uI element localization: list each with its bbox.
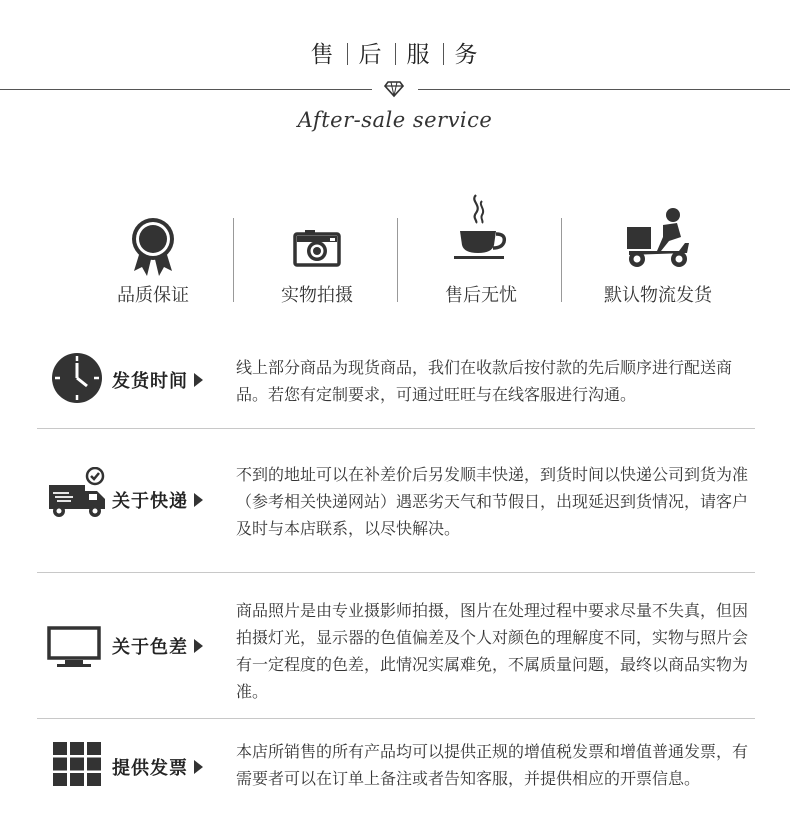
section-divider <box>37 718 755 719</box>
section-divider <box>37 428 755 429</box>
quality-medal-icon <box>128 215 178 277</box>
coffee-cup-icon <box>448 193 514 263</box>
row-label-express: 关于快递 <box>112 487 203 513</box>
feature-label: 默认物流发货 <box>604 285 712 306</box>
header-rule-left <box>0 89 372 90</box>
section-divider <box>37 572 755 573</box>
title-char: 售 <box>310 42 336 68</box>
row-text-shipping-time: 线上部分商品为现货商品，我们在收款后按付款的先后顺序进行配送商品。若您有定制要求，可通过旺旺与在线客服进行沟通。 <box>236 358 733 404</box>
arrow-right-icon <box>194 373 203 387</box>
feature-label: 品质保证 <box>117 285 189 306</box>
delivery-scooter-icon <box>623 207 693 271</box>
page-title <box>0 36 790 69</box>
invoice-grid-icon <box>53 742 101 786</box>
arrow-right-icon <box>194 760 203 774</box>
feature-divider <box>233 218 234 302</box>
subtitle: After-sale service <box>297 108 493 132</box>
header-rule-right <box>418 89 790 90</box>
row-text-color-difference: 商品照片是由专业摄影师拍摄，图片在处理过程中要求尽量不失真，但因拍摄灯光，显示器的色值偏差及个人对颜色的理解度不同，实物与照片会有一定程度的色差，此情况实属难免，不属质量问题，最终以商品实物为准。 <box>236 601 749 701</box>
clock-icon <box>51 352 103 404</box>
delivery-truck-icon <box>47 467 109 523</box>
arrow-right-icon <box>194 639 203 653</box>
row-label-color-difference: 关于色差 <box>112 633 203 659</box>
arrow-right-icon <box>194 493 203 507</box>
title-char: 服 <box>406 42 432 68</box>
row-text-express: 不到的地址可以在补差价后另发顺丰快递，到货时间以快递公司到货为准（参考相关快递网站）遇恶劣天气和节假日，出现延迟到货情况，请客户及时与本店联系，以尽快解决。 <box>236 465 749 538</box>
row-label-invoice: 提供发票 <box>112 754 203 780</box>
diamond-icon <box>384 80 404 98</box>
feature-quality <box>71 215 235 307</box>
feature-label: 售后无忧 <box>445 285 517 306</box>
camera-icon <box>292 215 342 277</box>
row-label-shipping-time: 发货时间 <box>112 367 203 393</box>
feature-divider <box>397 218 398 302</box>
title-separator <box>395 43 396 65</box>
row-text-invoice: 本店所销售的所有产品均可以提供正规的增值税发票和增值普通发票，有需要者可以在订单上备注或者告知客服，并提供相应的开票信息。 <box>236 742 749 788</box>
feature-label: 实物拍摄 <box>281 285 353 306</box>
monitor-icon <box>47 626 101 668</box>
feature-photo <box>235 215 399 307</box>
feature-aftersale <box>399 215 563 307</box>
feature-divider <box>561 218 562 302</box>
title-char: 后 <box>358 42 384 68</box>
title-separator <box>443 43 444 65</box>
title-char: 务 <box>454 42 480 68</box>
feature-delivery <box>572 215 744 307</box>
title-separator <box>347 43 348 65</box>
